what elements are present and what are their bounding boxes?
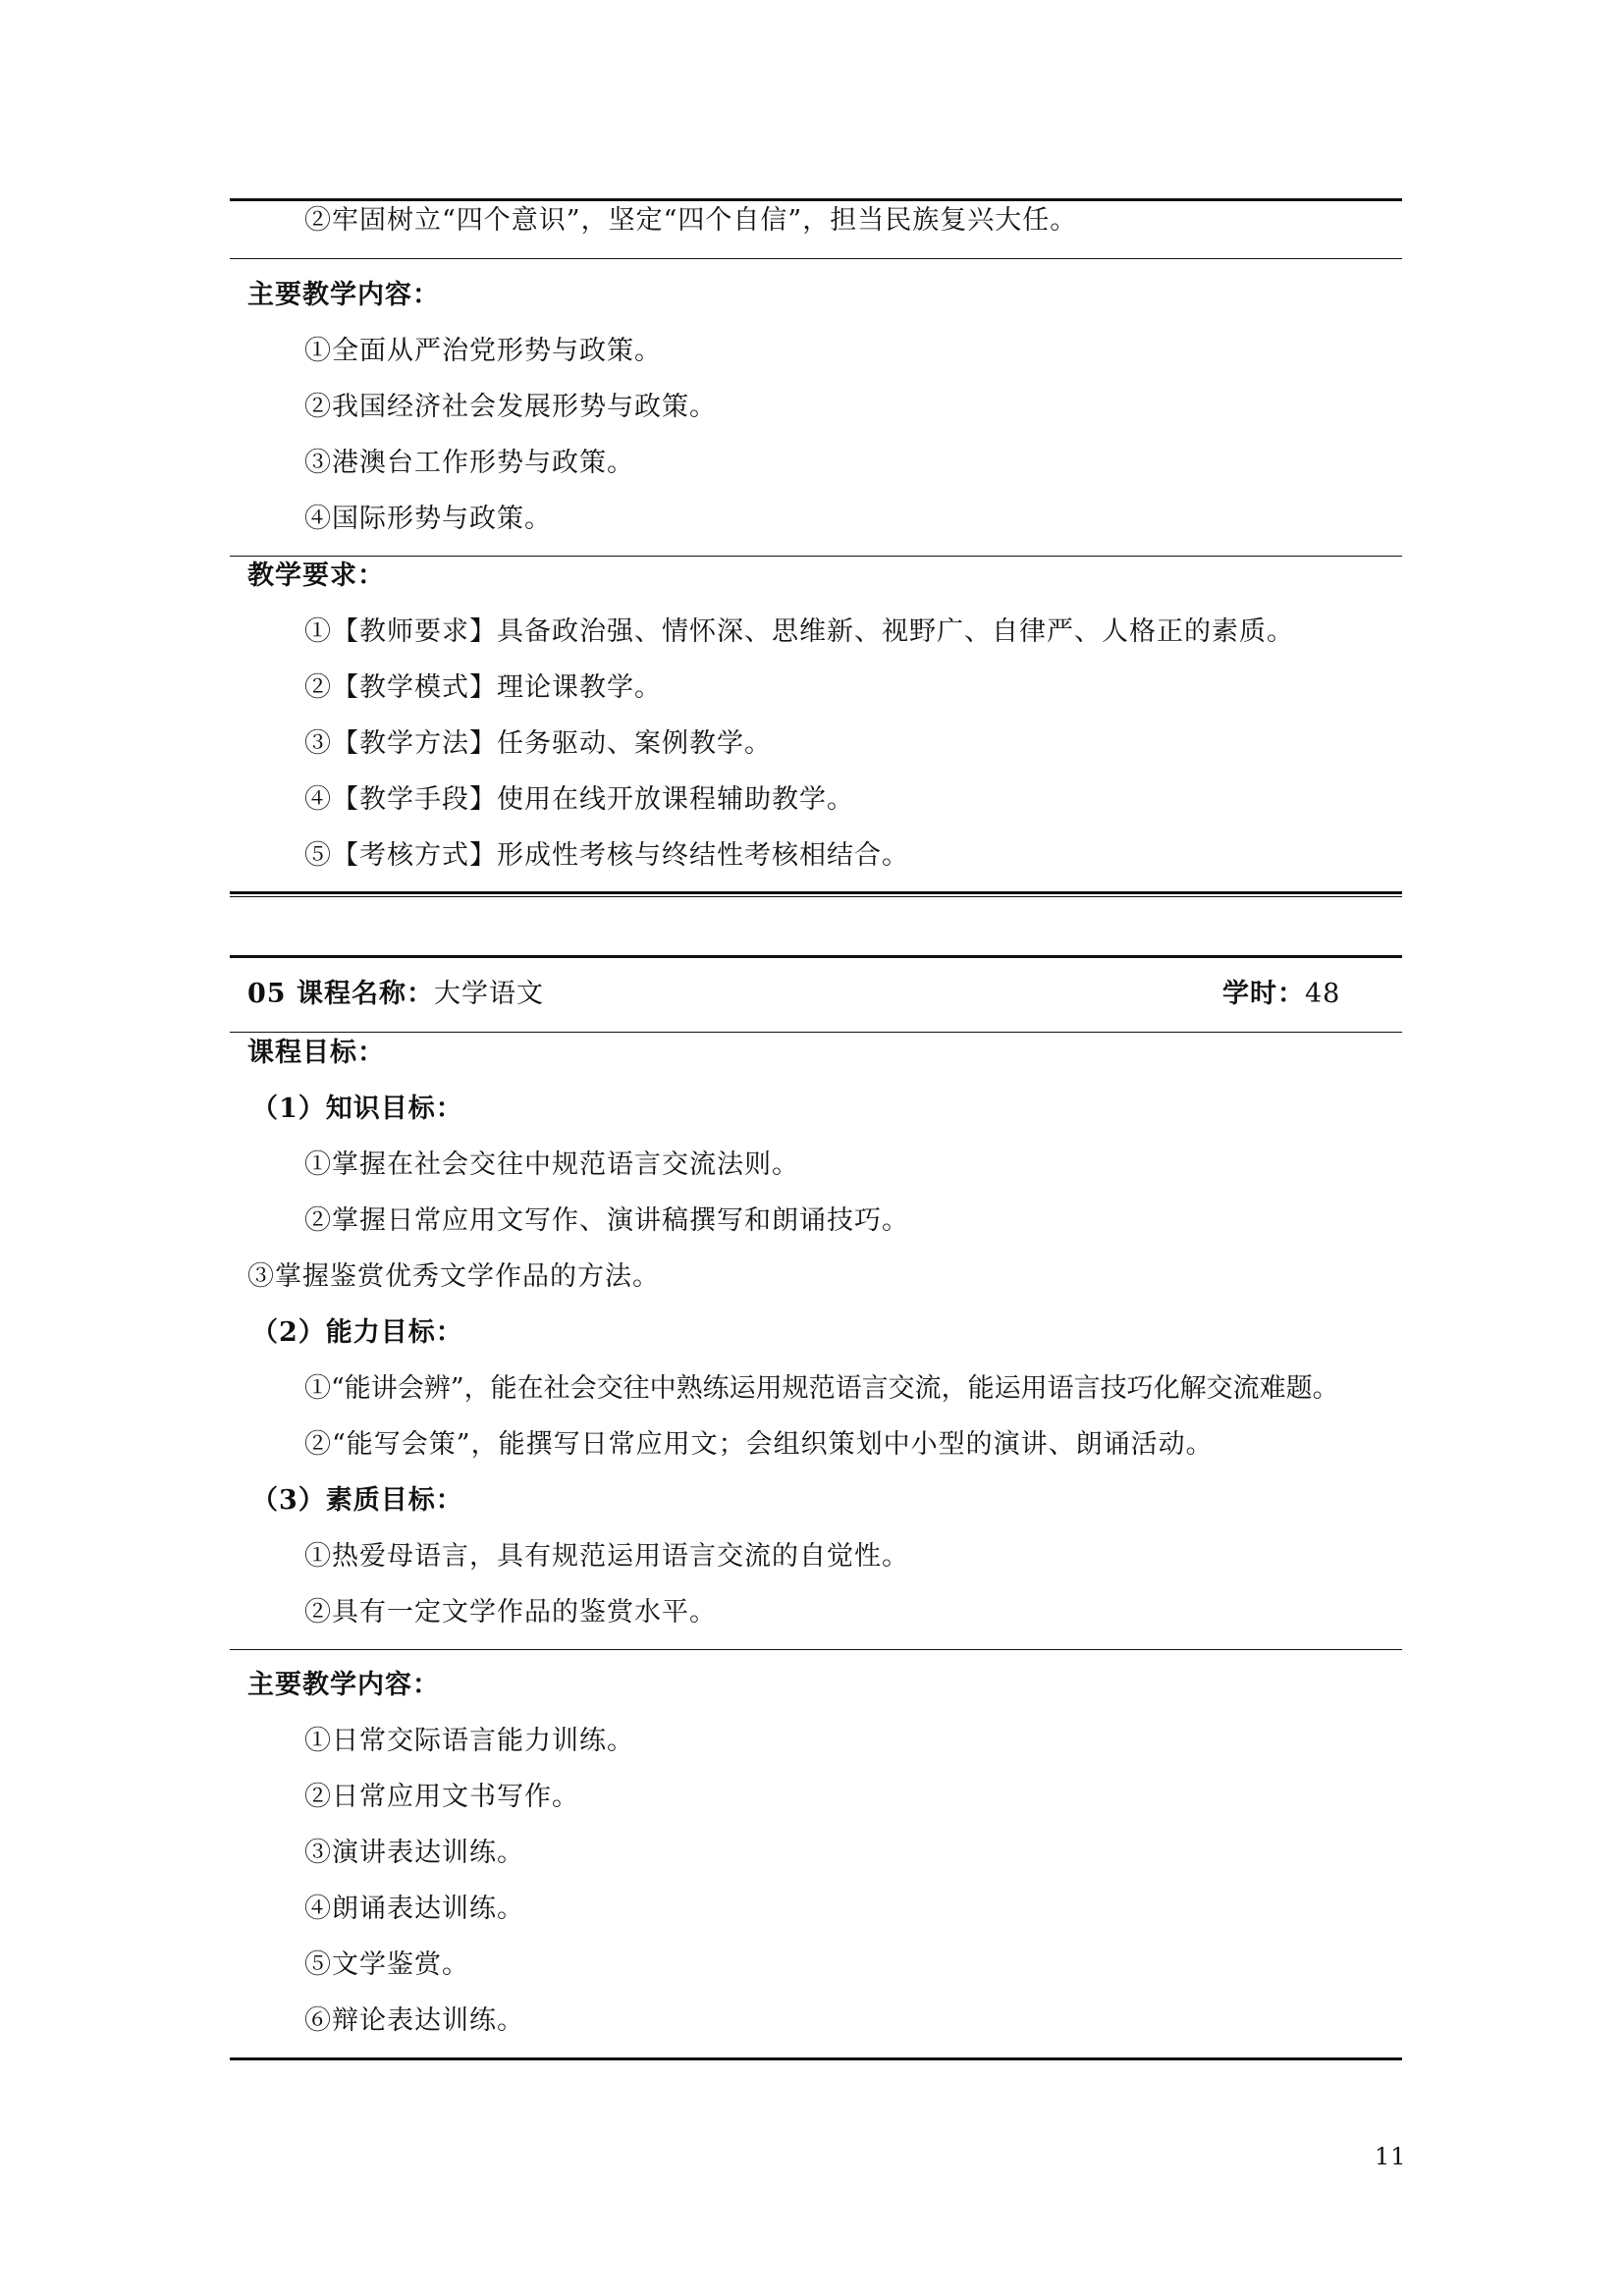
course-name-label: 05 课程名称： (247, 979, 434, 1009)
quality-heading: （3）素质目标： (251, 1485, 463, 1516)
content-item: ①全面从严治党形势与政策。 (304, 336, 662, 366)
hours-value: 48 (1305, 979, 1341, 1009)
section-divider (230, 556, 1402, 557)
content-heading: 主要教学内容： (247, 1670, 440, 1700)
section-divider (230, 1032, 1402, 1033)
knowledge-item: ②掌握日常应用文写作、演讲稿撰写和朗诵技巧。 (304, 1205, 909, 1236)
table-bottom-rule (230, 2057, 1402, 2060)
requirements-heading: 教学要求： (247, 561, 385, 591)
content-item: ②日常应用文书写作。 (304, 1782, 579, 1812)
knowledge-item: ①掌握在社会交往中规范语言交流法则。 (304, 1149, 799, 1180)
ability-heading: （2）能力目标： (251, 1317, 463, 1348)
course-title-row (247, 978, 544, 1011)
requirement-item: ①【教师要求】具备政治强、情怀深、思维新、视野广、自律严、人格正的素质。 (304, 616, 1294, 647)
content-item: ⑥辩论表达训练。 (304, 2005, 524, 2036)
content-item: ④朗诵表达训练。 (304, 1894, 524, 1924)
goals-heading: 课程目标： (247, 1038, 385, 1068)
knowledge-item: ③掌握鉴赏优秀文学作品的方法。 (247, 1261, 660, 1292)
table-top-rule (230, 198, 1402, 201)
content-item: ①日常交际语言能力训练。 (304, 1726, 634, 1756)
table-top-rule (230, 955, 1402, 958)
requirement-item: ②【教学模式】理论课教学。 (304, 672, 662, 703)
content-item: ⑤文学鉴赏。 (304, 1949, 469, 1980)
content-heading: 主要教学内容： (247, 280, 440, 310)
ability-item: ②“能写会策”，能撰写日常应用文；会组织策划中小型的演讲、朗诵活动。 (304, 1429, 1214, 1460)
quality-item: ②具有一定文学作品的鉴赏水平。 (304, 1597, 717, 1628)
table-bottom-rule (230, 891, 1402, 897)
content-item: ③演讲表达训练。 (304, 1838, 524, 1868)
content-item: ②我国经济社会发展形势与政策。 (304, 392, 717, 422)
content-item: ④国际形势与政策。 (304, 504, 552, 534)
page-number: 11 (1375, 2143, 1407, 2170)
course-hours (1222, 978, 1340, 1011)
requirement-item: ⑤【考核方式】形成性考核与终结性考核相结合。 (304, 840, 909, 871)
hours-label: 学时： (1222, 979, 1305, 1009)
goal-item: ②牢固树立“四个意识”，坚定“四个自信”，担当民族复兴大任。 (304, 205, 1078, 236)
ability-item: ①“能讲会辨”，能在社会交往中熟练运用规范语言交流，能运用语言技巧化解交流难题。 (304, 1373, 1339, 1404)
requirement-item: ④【教学手段】使用在线开放课程辅助教学。 (304, 784, 854, 815)
quality-item: ①热爱母语言，具有规范运用语言交流的自觉性。 (304, 1541, 909, 1572)
requirement-item: ③【教学方法】任务驱动、案例教学。 (304, 728, 772, 759)
content-item: ③港澳台工作形势与政策。 (304, 448, 634, 478)
course-name: 大学语文 (433, 979, 544, 1009)
section-divider (230, 258, 1402, 259)
section-divider (230, 1649, 1402, 1650)
knowledge-heading: （1）知识目标： (251, 1094, 463, 1124)
